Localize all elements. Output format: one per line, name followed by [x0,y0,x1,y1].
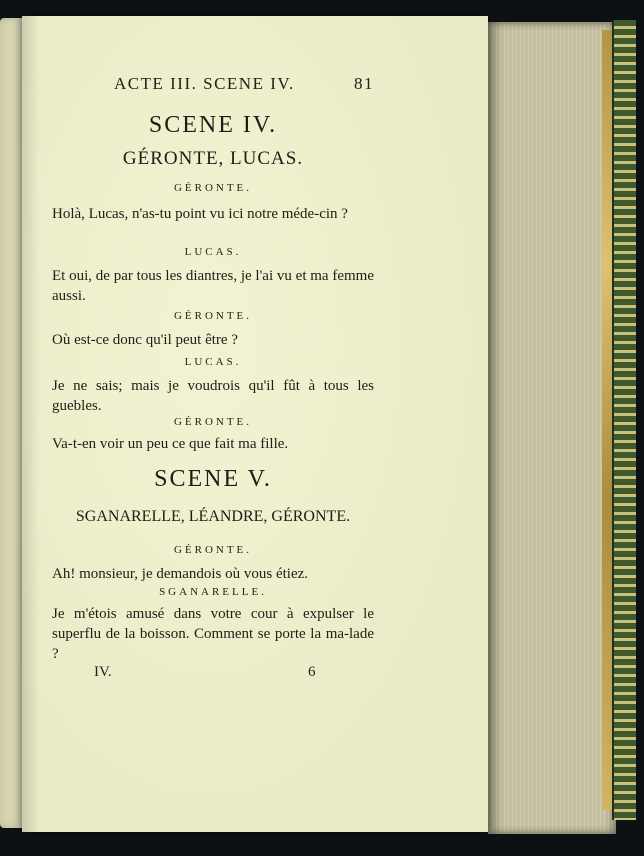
scene-5-characters: SGANARELLE, LÉANDRE, GÉRONTE. [75,508,351,525]
scene-4-characters: GÉRONTE, LUCAS. [122,148,304,169]
speaker-label: GÉRONTE. [173,416,253,428]
dialogue-line: Je ne sais; mais je voudrois qu'il fût à tous les guebles. [52,378,374,414]
dialogue-line: Où est-ce donc qu'il peut être ? [52,332,238,348]
dialogue-line: Va-t-en voir un peu ce que fait ma fille. [52,436,289,452]
speaker-label: GÉRONTE. [173,544,253,556]
page-number: 81 [354,74,374,93]
page-block-edge [488,22,616,834]
signature-number: 6 [308,664,316,680]
scene-4-title: SCENE IV. [148,112,278,138]
facing-page-edge [0,18,22,828]
running-header [114,74,374,94]
speaker-label: GÉRONTE. [173,182,253,194]
speaker-label: LUCAS. [184,356,242,368]
running-title: ACTE III. SCENE IV. [114,74,295,93]
dialogue-line: Holà, Lucas, n'as-tu point vu ici notre méde-cin ? [52,206,348,222]
speaker-label: LUCAS. [184,246,242,258]
dialogue-line: Je m'étois amusé dans votre cour à expulser le superflu de la boisson. Comment se porte la ma-lade ? [52,606,374,662]
book-spine [612,20,636,820]
scene-5-title: SCENE V. [154,466,272,492]
signature-mark: IV. [94,664,112,680]
speaker-label: SGANARELLE. [159,586,267,598]
dialogue-line: Ah! monsieur, je demandois où vous étiez. [52,566,309,582]
gilt-edge [602,30,612,810]
speaker-label: GÉRONTE. [173,310,253,322]
dialogue-line: Et oui, de par tous les diantres, je l'ai vu et ma femme aussi. [52,268,374,304]
